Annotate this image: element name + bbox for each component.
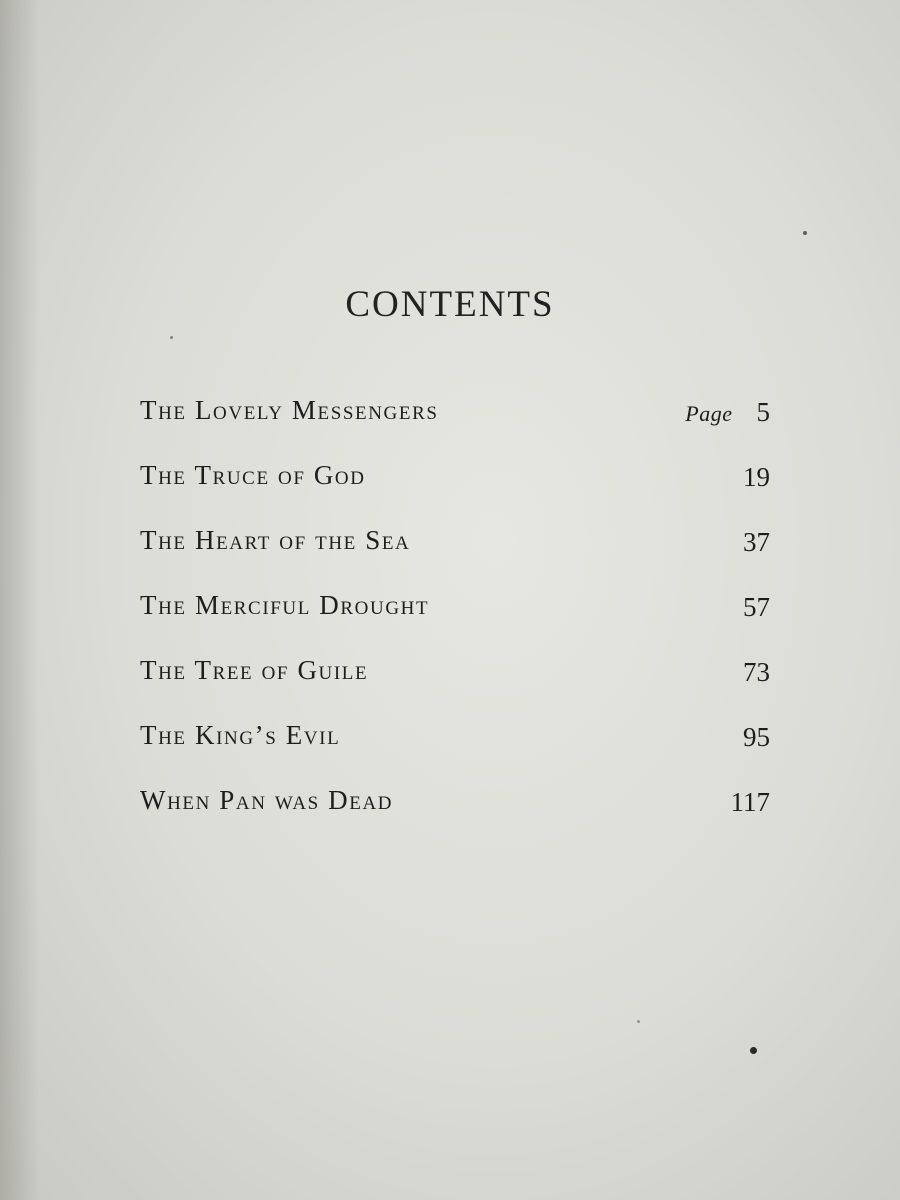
toc-entry-title: The Heart of the Sea xyxy=(140,525,411,555)
toc-entry-title: The Merciful Drought xyxy=(140,590,430,620)
toc-entry xyxy=(140,785,770,850)
toc-entry xyxy=(140,590,770,655)
toc-entry xyxy=(140,720,770,785)
toc-entry-title: The King’s Evil xyxy=(140,720,341,750)
toc-entry-title: The Truce of God xyxy=(140,460,366,490)
toc-entry-page-number: 19 xyxy=(743,462,770,492)
toc-entry-page-number: 73 xyxy=(743,657,770,687)
paper-speck xyxy=(803,231,807,235)
toc-entry-title: The Lovely Messengers xyxy=(140,395,439,425)
paper-speck xyxy=(637,1020,640,1023)
toc-entry-title: When Pan was Dead xyxy=(140,785,394,815)
toc-entry-page-number: 57 xyxy=(743,592,770,622)
page-edge-shadow xyxy=(0,0,40,1200)
paper-speck xyxy=(750,1047,757,1054)
toc-entry-page-number: 37 xyxy=(743,527,770,557)
page-label: Page xyxy=(685,401,733,426)
toc-entry xyxy=(140,395,770,460)
toc-entry-page xyxy=(685,397,770,428)
contents-heading: CONTENTS xyxy=(345,284,555,325)
toc-entry xyxy=(140,655,770,720)
table-of-contents xyxy=(140,395,770,850)
paper-speck xyxy=(170,336,173,339)
toc-entry xyxy=(140,525,770,590)
toc-entry xyxy=(140,460,770,525)
toc-entry-page-number: 117 xyxy=(730,787,770,817)
toc-entry-title: The Tree of Guile xyxy=(140,655,369,685)
toc-entry-page-number: 5 xyxy=(756,397,770,427)
toc-entry-page-number: 95 xyxy=(743,722,770,752)
